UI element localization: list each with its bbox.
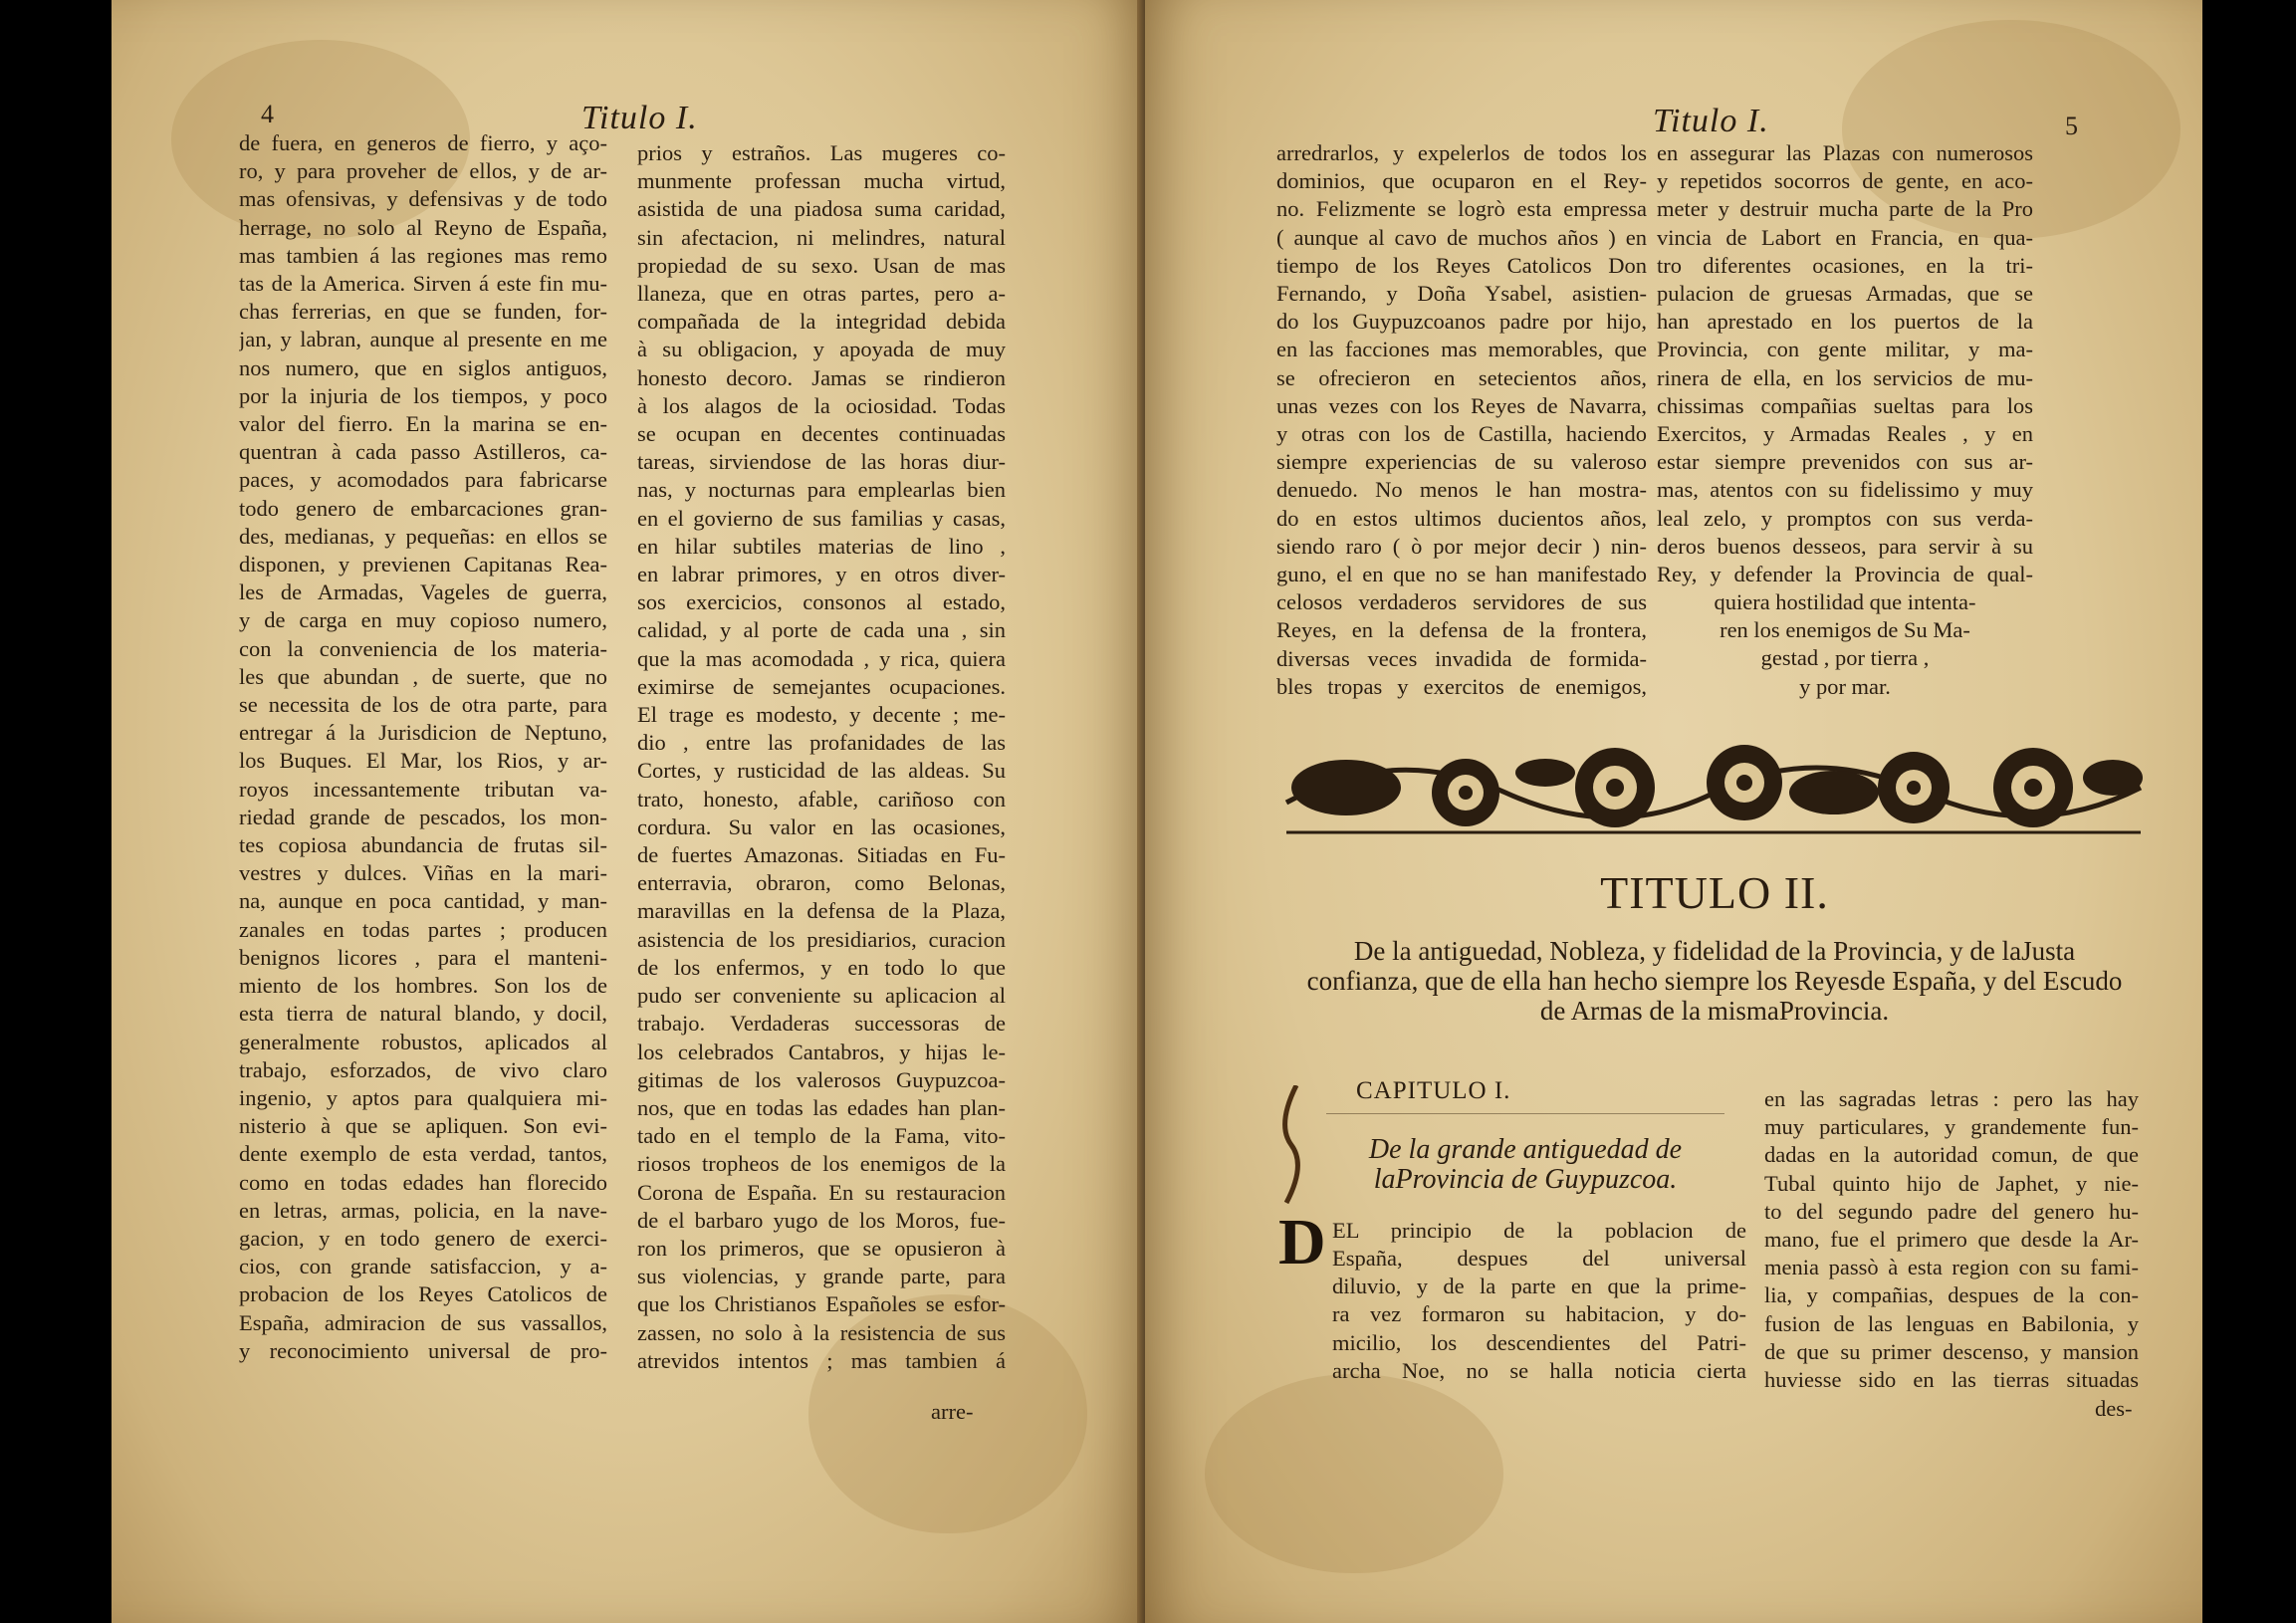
text-line: y otras con los de Castilla, haciendo — [1276, 421, 1647, 447]
text-line: diluvio, y de la parte en que la prime- — [1332, 1274, 1746, 1299]
text-line: cordura. Su valor en las ocasiones, — [637, 813, 1006, 839]
text-line: entregar á la Jurisdicion de Neptuno, — [239, 720, 607, 746]
folio-right: 5 — [2065, 112, 2078, 140]
text-line: y repetidos socorros de gente, en aco- — [1657, 168, 2033, 194]
text-line: jan, y labran, aunque al presente en me — [239, 327, 607, 352]
text-line: siendo raro ( ò por mejor decir ) nin- — [1276, 533, 1647, 559]
text-line: menia passò à esta region con su fami- — [1764, 1255, 2139, 1280]
text-line: dente exemplo de esta verdad, tantos, — [239, 1141, 607, 1167]
text-line: en letras, armas, policia, en la nave- — [239, 1197, 607, 1223]
chapter-first-line: EL principio de la poblacion de — [1332, 1218, 1746, 1243]
text-line: herrage, no solo al Reyno de España, — [239, 214, 607, 240]
text-line: muy particulares, y grandemente fun- — [1764, 1114, 2139, 1140]
text-line: De la grande antiguedad de la — [1368, 1134, 1683, 1195]
text-line: en el govierno de sus familias y casas, — [637, 505, 1006, 531]
text-line: mano, fue el primero que desde la Ar- — [1764, 1227, 2139, 1253]
text-line: compañada de la integridad debida — [637, 309, 1006, 335]
text-line: como en todas edades han florecido — [239, 1169, 607, 1195]
text-line: se ofrecieron en setecientos años, — [1276, 364, 1647, 390]
text-line: do los Guypuzcoanos padre por hijo, — [1276, 309, 1647, 335]
chapter-title — [1306, 1135, 1744, 1195]
text-line: los Buques. El Mar, los Rios, y ar- — [239, 748, 607, 774]
text-line: cios, con grande satisfaccion, y a- — [239, 1254, 607, 1279]
text-line: enterravia, obraron, como Belonas, — [637, 870, 1006, 896]
text-line: Justa confianza, que de ella han hecho siempre los Reyes — [1306, 936, 2076, 996]
catchword-right: des- — [2095, 1396, 2133, 1421]
text-line: no. Felizmente se logrò esta empressa — [1276, 196, 1647, 222]
text-line: nisterio à que se apliquen. Son evi- — [239, 1113, 607, 1139]
text-line: Provincia, con gente militar, y ma- — [1657, 337, 2033, 362]
text-line: meter y destruir mucha parte de la Pro — [1657, 196, 2033, 222]
text-line: ren los enemigos de Su Ma- — [1720, 617, 1970, 643]
text-line: pulacion de gruesas Armadas, que se — [1657, 281, 2033, 307]
right-column-4 — [1764, 1085, 2139, 1394]
text-line: tes copiosa abundancia de frutas sil- — [239, 832, 607, 858]
right-column-2-tail — [1657, 588, 2033, 701]
text-line: en las sagradas letras : pero las hay — [1764, 1086, 2139, 1111]
text-line: dadas en la autoridad comun, de que — [1764, 1142, 2139, 1168]
text-line: rinera de ella, en los servicios de mu- — [1657, 364, 2033, 390]
text-line: en las facciones mas memorables, que — [1276, 337, 1647, 362]
text-line: benignos licores , para el manteni- — [239, 944, 607, 970]
text-line: do en estos ultimos ducientos años, — [1276, 505, 1647, 531]
text-line: de fuera, en generos de fierro, y aço- — [239, 130, 607, 155]
text-line: esta tierra de natural blando, y docil, — [239, 1001, 607, 1027]
text-line: zassen, no solo à la resistencia de sus — [637, 1319, 1006, 1345]
text-line: gacion, y en todo genero de exerci- — [239, 1225, 607, 1251]
title-titulo-ii: TITULO II. — [1600, 867, 1829, 918]
running-head-left: Titulo I. — [581, 100, 698, 136]
text-line: bles tropas y exercitos de enemigos, — [1276, 673, 1647, 699]
text-line: asistida de una piadosa suma caridad, — [637, 196, 1006, 222]
section-subtitle — [1296, 936, 2133, 1026]
text-line: Reyes, en la defensa de la frontera, — [1276, 617, 1647, 643]
catchword-left: arre- — [931, 1399, 974, 1424]
text-line: con la conveniencia de los materia- — [239, 635, 607, 661]
text-line: y de carga en muy copioso numero, — [239, 607, 607, 633]
text-line: quiera hostilidad que intenta- — [1714, 589, 1976, 614]
text-line: denuedo. No menos le han mostra- — [1276, 477, 1647, 503]
text-line: que la mas acomodada , y rica, quiera — [637, 645, 1006, 671]
text-line: trabajo. Verdaderas successoras de — [637, 1011, 1006, 1037]
text-line: diversas veces invadida de formida- — [1276, 645, 1647, 671]
text-line: celosos verdaderos servidores de sus — [1276, 589, 1647, 615]
text-line: asistencia de los presidiarios, curacion — [637, 926, 1006, 952]
right-column-1 — [1276, 139, 1647, 701]
text-line: to del segundo padre del genero hu- — [1764, 1198, 2139, 1224]
text-line: Rey, y defender la Provincia de qual- — [1657, 562, 2033, 587]
text-line: miento de los hombres. Son los de — [239, 973, 607, 999]
text-line: valor del fierro. En la marina se en- — [239, 411, 607, 437]
text-line: sus violencias, y grande parte, para — [637, 1264, 1006, 1289]
text-line: honesto decoro. Jamas se rindieron — [637, 364, 1006, 390]
text-line: trabajo, esforzados, de vivo claro — [239, 1056, 607, 1082]
text-line: tro diferentes ocasiones, en la tri- — [1657, 252, 2033, 278]
text-line: Provincia. — [1778, 996, 1890, 1026]
text-line: dio , entre las profanidades de las — [637, 730, 1006, 756]
text-line: arredrarlos, y expelerlos de todos los — [1276, 140, 1647, 165]
text-line: España, despues del universal — [1332, 1246, 1746, 1271]
text-line: Corona de España. En su restauracion — [637, 1179, 1006, 1205]
text-line: El trage es modesto, y decente ; me- — [637, 702, 1006, 728]
text-line: gestad , por tierra , — [1760, 645, 1930, 671]
text-line: todo genero de embarcaciones gran- — [239, 495, 607, 521]
text-line: huviesse sido en las tierras situadas — [1764, 1367, 2139, 1393]
text-line: guno, el en que no se han manifestado — [1276, 562, 1647, 587]
text-line: micilio, los descendientes del Patri- — [1332, 1329, 1746, 1355]
text-line: des, medianas, y pequeñas: en ellos se — [239, 523, 607, 549]
running-head-right: Titulo I. — [1653, 103, 1769, 139]
text-line: royos incessantemente tributan va- — [239, 776, 607, 802]
text-line: eximirse de semejantes ocupaciones. — [637, 673, 1006, 699]
text-line: Provincia de Guypuzcoa. — [1395, 1164, 1678, 1195]
right-column-3 — [1332, 1245, 1746, 1385]
text-line: les de Armadas, Vageles de guerra, — [239, 580, 607, 605]
text-line: leal zelo, y promptos con sus verda- — [1657, 505, 2033, 531]
bookmark-ribbon — [1257, 1085, 1316, 1205]
text-line: pudo ser conveniente su aplicacion al — [637, 983, 1006, 1009]
floral-ornament-band — [1276, 733, 2151, 848]
text-line: se necessita de los de otra parte, para — [239, 692, 607, 718]
text-line: chas ferrerias, en que se funden, for- — [239, 299, 607, 325]
text-line: tado en el templo de la Fama, vito- — [637, 1123, 1006, 1149]
text-line: de el barbaro yugo de los Moros, fue- — [637, 1207, 1006, 1233]
text-line: trato, honesto, afable, cariñoso con — [637, 786, 1006, 812]
text-line: tas de la America. Sirven á este fin mu- — [239, 271, 607, 297]
text-line: gitimas de los valerosos Guypuzcoa- — [637, 1066, 1006, 1092]
folio-left: 4 — [261, 100, 274, 128]
text-line: à los alagos de la ociosidad. Todas — [637, 392, 1006, 418]
text-line: siempre experiencias de su valeroso — [1276, 449, 1647, 475]
text-line: fusion de las lenguas en Babilonia, y — [1764, 1310, 2139, 1336]
open-book — [112, 0, 2202, 1623]
text-line: en labrar primores, y en otros diver- — [637, 562, 1006, 587]
text-line: tiempo de los Reyes Catolicos Don — [1276, 252, 1647, 278]
text-line: sin afectacion, ni melindres, natural — [637, 224, 1006, 250]
text-line: ( aunque al cavo de muchos años ) en — [1276, 224, 1647, 250]
text-line: por la injuria de los tiempos, y poco — [239, 382, 607, 408]
text-line: munmente professan mucha virtud, — [637, 168, 1006, 194]
left-page — [112, 0, 1145, 1623]
text-line: à su obligacion, y apoyada de muy — [637, 337, 1006, 362]
text-line: maravillas en la defensa de la Plaza, — [637, 898, 1006, 924]
text-line: dominios, que ocuparon en el Rey- — [1276, 168, 1647, 194]
text-line: ra vez formaron su habitacion, y do- — [1332, 1301, 1746, 1327]
text-line: de que su primer descenso, y mansion — [1764, 1338, 2139, 1364]
text-line: Tubal quinto hijo de Japhet, y nie- — [1764, 1170, 2139, 1196]
text-line: disponen, y previenen Capitanas Rea- — [239, 552, 607, 578]
text-line: deros buenos desseos, para servir à su — [1657, 533, 2033, 559]
text-line: Cortes, y rusticidad de las aldeas. Su — [637, 758, 1006, 784]
text-line: prios y estraños. Las mugeres co- — [637, 140, 1006, 165]
text-line: tareas, sirviendose de las horas diur- — [637, 449, 1006, 475]
text-line: generalmente robustos, aplicados al — [239, 1029, 607, 1054]
text-line: vestres y dulces. Viñas en la mari- — [239, 860, 607, 886]
text-line: riedad grande de pescados, los mon- — [239, 804, 607, 829]
text-line: propiedad de su sexo. Usan de mas — [637, 252, 1006, 278]
text-line: nos, que en todas las edades han plan- — [637, 1094, 1006, 1120]
text-line: riosos tropheos de los enemigos de la — [637, 1151, 1006, 1177]
text-line: sos exercicios, consonos al estado, — [637, 589, 1006, 615]
text-line: na, aunque en poca cantidad, y man- — [239, 888, 607, 914]
text-line: mas tambien á las regiones mas remo — [239, 242, 607, 268]
text-line: estar siempre prevenidos con sus ar- — [1657, 449, 2033, 475]
text-line: zanales en todas partes ; producen — [239, 916, 607, 942]
text-line: lia, y compañias, despues de la con- — [1764, 1282, 2139, 1308]
text-line: de España, y del Escudo de Armas de la misma — [1539, 966, 2123, 1026]
text-line: que los Christianos Españoles se esfor- — [637, 1291, 1006, 1317]
text-line: en hilar subtiles materias de lino , — [637, 533, 1006, 559]
text-line: unas vezes con los Reyes de Navarra, — [1276, 392, 1647, 418]
text-line: les que abundan , de suerte, que no — [239, 663, 607, 689]
text-line: nos numero, que en siglos antiguos, — [239, 354, 607, 380]
text-line: atrevidos intentos ; mas tambien á — [637, 1347, 1006, 1373]
text-line: Fernando, y Doña Ysabel, asistien- — [1276, 281, 1647, 307]
text-line: vincia de Labort en Francia, en qua- — [1657, 224, 2033, 250]
text-line: llaneza, que en otras partes, pero a- — [637, 281, 1006, 307]
text-line: ron los primeros, que se opusieron à — [637, 1235, 1006, 1261]
text-line: De la antiguedad, Nobleza, y fidelidad de la Provincia, y de la — [1353, 936, 2022, 966]
text-line: archa Noe, no se halla noticia cierta — [1332, 1357, 1746, 1383]
text-line: y reconocimiento universal de pro- — [239, 1337, 607, 1363]
left-column-1 — [239, 129, 607, 1365]
drop-cap-letter: D — [1278, 1206, 1326, 1278]
text-line: de fuertes Amazonas. Sitiadas en Fu- — [637, 842, 1006, 868]
text-line: ro, y para proveher de ellos, y de ar- — [239, 158, 607, 184]
text-line: y por mar. — [1799, 673, 1891, 699]
text-line: chissimas compañias sueltas para los — [1657, 392, 2033, 418]
text-line: mas ofensivas, y defensivas y de todo — [239, 186, 607, 212]
text-line: España, admiracion de sus vassallos, — [239, 1309, 607, 1335]
chapter-heading: CAPITULO I. — [1356, 1077, 1511, 1104]
text-line: quentran à cada passo Astilleros, ca- — [239, 439, 607, 465]
text-line: han aprestado en los puertos de la — [1657, 309, 2033, 335]
text-line: mas, atentos con su fidelissimo y muy — [1657, 477, 2033, 503]
text-line: calidad, y al porte de cada una , sin — [637, 617, 1006, 643]
text-line: en assegurar las Plazas con numerosos — [1657, 140, 2033, 165]
text-line: paces, y acomodados para fabricarse — [239, 467, 607, 493]
right-column-2 — [1657, 139, 2033, 588]
text-line: ingenio, y aptos para qualquiera mi- — [239, 1084, 607, 1110]
text-line: de los enfermos, y en todo lo que — [637, 954, 1006, 980]
text-line: probacion de los Reyes Catolicos de — [239, 1281, 607, 1307]
text-line: Exercitos, y Armadas Reales , y en — [1657, 421, 2033, 447]
text-line: nas, y nocturnas para emplearlas bien — [637, 477, 1006, 503]
text-line: se ocupan en decentes continuadas — [637, 421, 1006, 447]
text-line: los celebrados Cantabros, y hijas le- — [637, 1039, 1006, 1064]
left-column-2 — [637, 139, 1006, 1375]
